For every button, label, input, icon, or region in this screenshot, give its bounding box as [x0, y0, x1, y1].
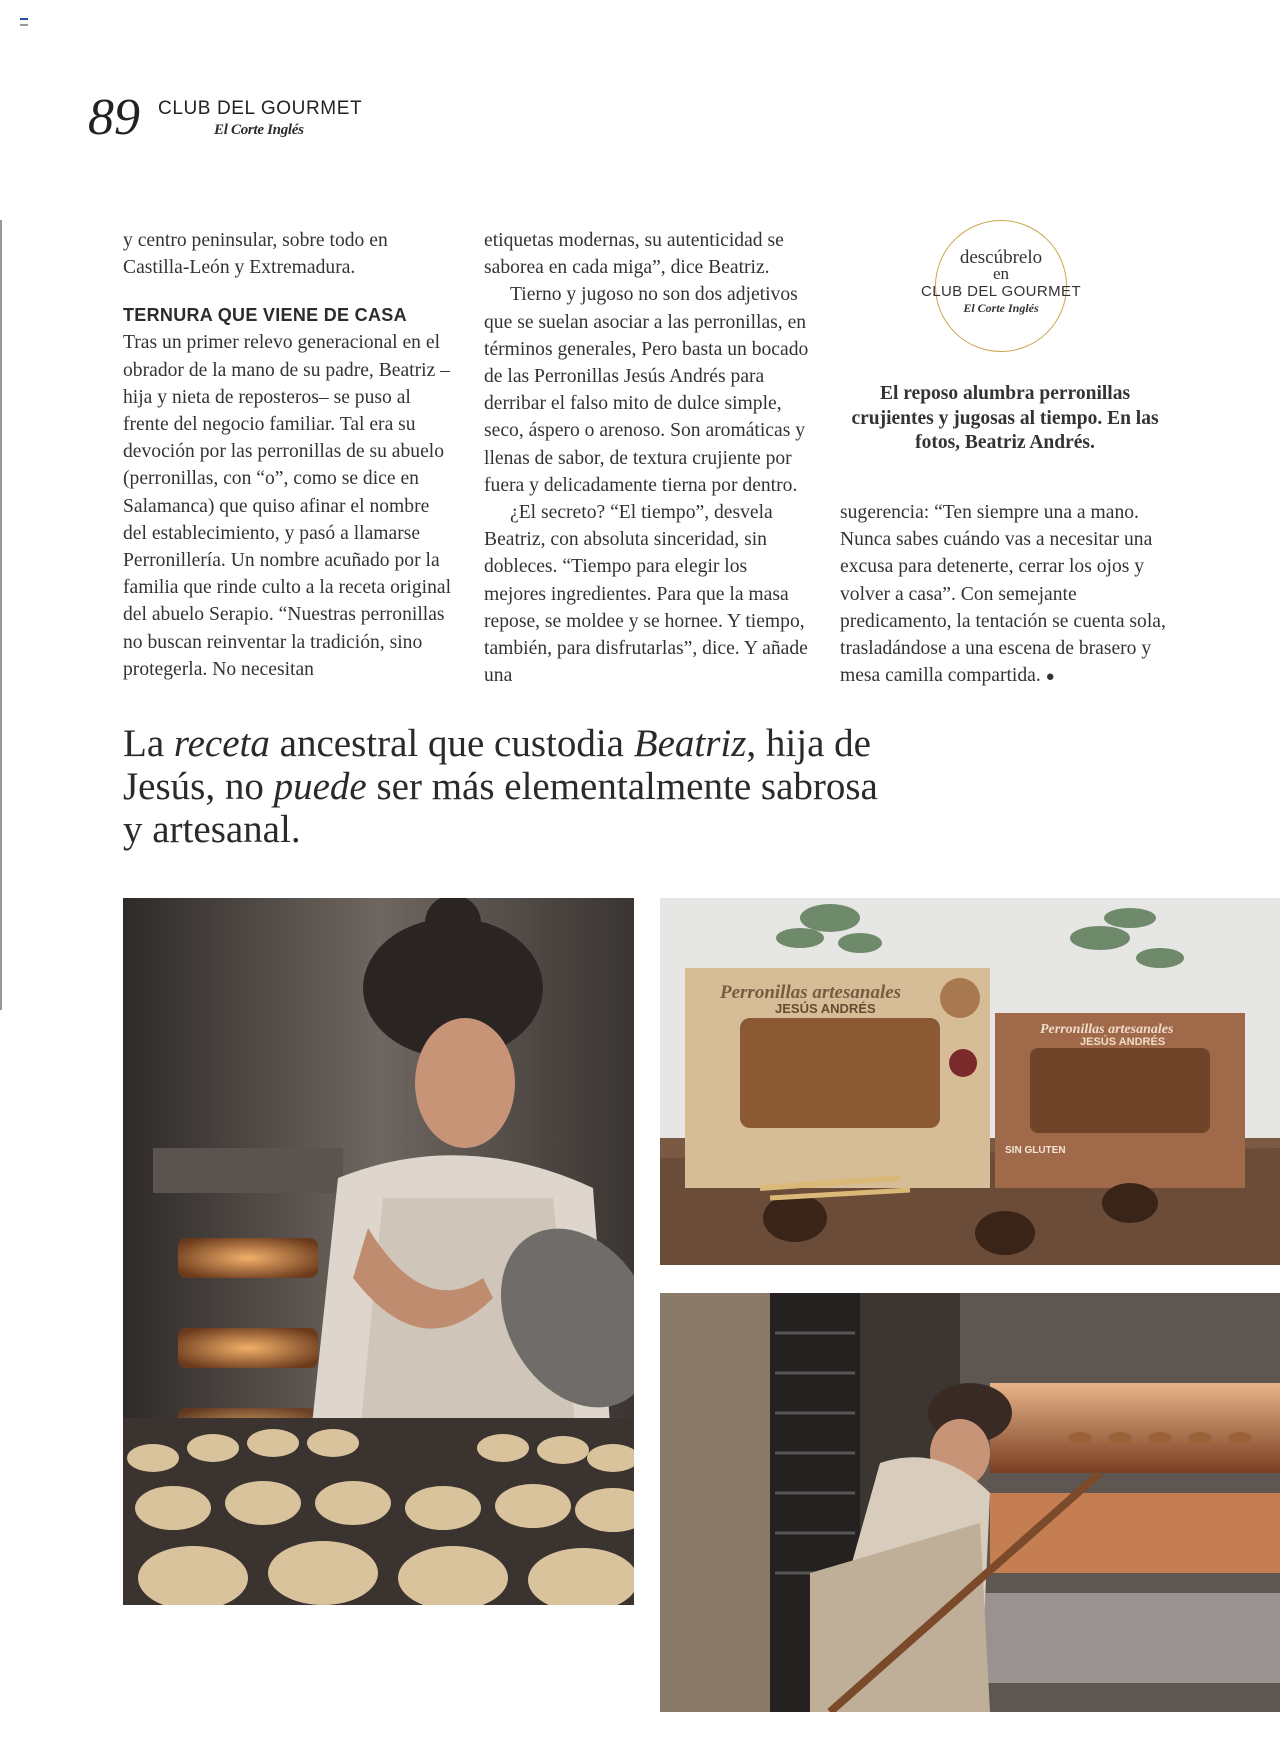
pull-quote-text: La	[123, 722, 174, 765]
section-heading: TERNURA QUE VIENE DE CASA	[123, 305, 407, 326]
pull-quote-text: ancestral que custodia	[269, 722, 634, 765]
paragraph-text: sugerencia: “Ten siempre una a mano. Nunca sabes cuándo vas a necesitar una excusa para detenerte, cerrar los ojos y volver a casa”. Con semejante predicamento, la tentación se cuenta sola, trasladándose a una escena de brasero y mesa camilla compartida.	[840, 502, 1166, 687]
photo-baker-at-oven	[660, 1293, 1280, 1712]
pull-quote-text: ser más elementalmente sabrosa y artesanal.	[123, 765, 878, 851]
badge-logo: El Corte Inglés	[963, 301, 1039, 315]
article-column-3	[840, 499, 1180, 691]
print-crop-mark	[0, 220, 2, 1010]
paragraph	[840, 499, 1180, 691]
page-number: 89	[88, 89, 140, 146]
magazine-brand	[158, 98, 362, 139]
pull-quote	[123, 722, 903, 851]
box-label-2: Perronillas artesanales	[1040, 1022, 1174, 1037]
paragraph: Tierno y jugoso no son dos adjetivos que se suelan asociar a las perronillas, en términos generales, Pero basta un bocado de las Perronillas Jesús Andrés para derribar el falso mito de dulce simple, seco, áspero o arenoso. Son aromáticas y llenas de sabor, de textura crujiente por fuera y delicadamente tierna por dentro.	[484, 284, 809, 496]
print-crop-mark	[20, 24, 28, 26]
magazine-title: CLUB DEL GOURMET	[158, 98, 363, 119]
box-sin-gluten: SIN GLUTEN	[1005, 1145, 1066, 1156]
badge-line: en	[992, 264, 1010, 283]
end-mark-icon: ●	[1045, 669, 1055, 686]
photo-oven-illustration	[660, 1293, 1280, 1712]
brand-logo: El Corte Inglés	[214, 122, 304, 138]
photo-boxes-illustration	[660, 898, 1280, 1265]
box-brand-2: JESÚS ANDRÉS	[1080, 1036, 1166, 1048]
print-crop-mark	[20, 18, 28, 20]
paragraph: ¿El secreto? “El tiempo”, desvela Beatriz, con absoluta sinceridad, sin dobleces. “Tiempo para elegir los mejores ingredientes. Para que la masa repose, se moldee y se hornee. Y tiempo, también, para disfrutarlas”, dice. Y añade una	[484, 502, 808, 687]
article-column-1	[123, 227, 453, 683]
photo-baker-dusting-sugar	[123, 898, 634, 1605]
discover-badge	[920, 220, 1082, 352]
badge-brand: CLUB DEL GOURMET	[920, 283, 1082, 300]
photo-product-boxes	[660, 898, 1280, 1265]
box-label-1: Perronillas artesanales	[720, 982, 902, 1003]
paragraph: Tras un primer relevo generacional en el obrador de la mano de su padre, Beatriz –hija y nieta de reposteros– se puso al frente del negocio familiar. Tal era su devoción por las perronillas de su abuelo (perronillas, con “o”, como se dice en Salamanca) que quiso afinar el nombre del establecimiento, y pasó a llamarse Perronillería. Un nombre acuñado por la familia que rinde culto a la receta original del abuelo Serapio. “Nuestras perronillas no buscan reinventar la tradición, sino protegerla. No necesitan	[123, 332, 452, 680]
pull-quote-emphasis: Beatriz	[633, 722, 747, 765]
badge-line: descúbrelo	[959, 247, 1043, 268]
paragraph: etiquetas modernas, su autenticidad se saborea en cada miga”, dice Beatriz.	[484, 230, 784, 279]
photo-baker-illustration	[123, 898, 634, 1605]
paragraph: y centro peninsular, sobre todo en Castilla-León y Extremadura.	[123, 230, 388, 279]
pull-quote-emphasis: receta	[173, 722, 270, 765]
article-column-2	[484, 227, 814, 689]
photo-caption: El reposo alumbra perronillas crujientes y jugosas al tiempo. En las fotos, Beatriz Andrés.	[851, 383, 1159, 453]
pull-quote-emphasis: puede	[273, 765, 367, 808]
box-brand-1: JESÚS ANDRÉS	[775, 1001, 876, 1016]
pull-quote-text: , hija de Jesús, no	[123, 722, 871, 808]
